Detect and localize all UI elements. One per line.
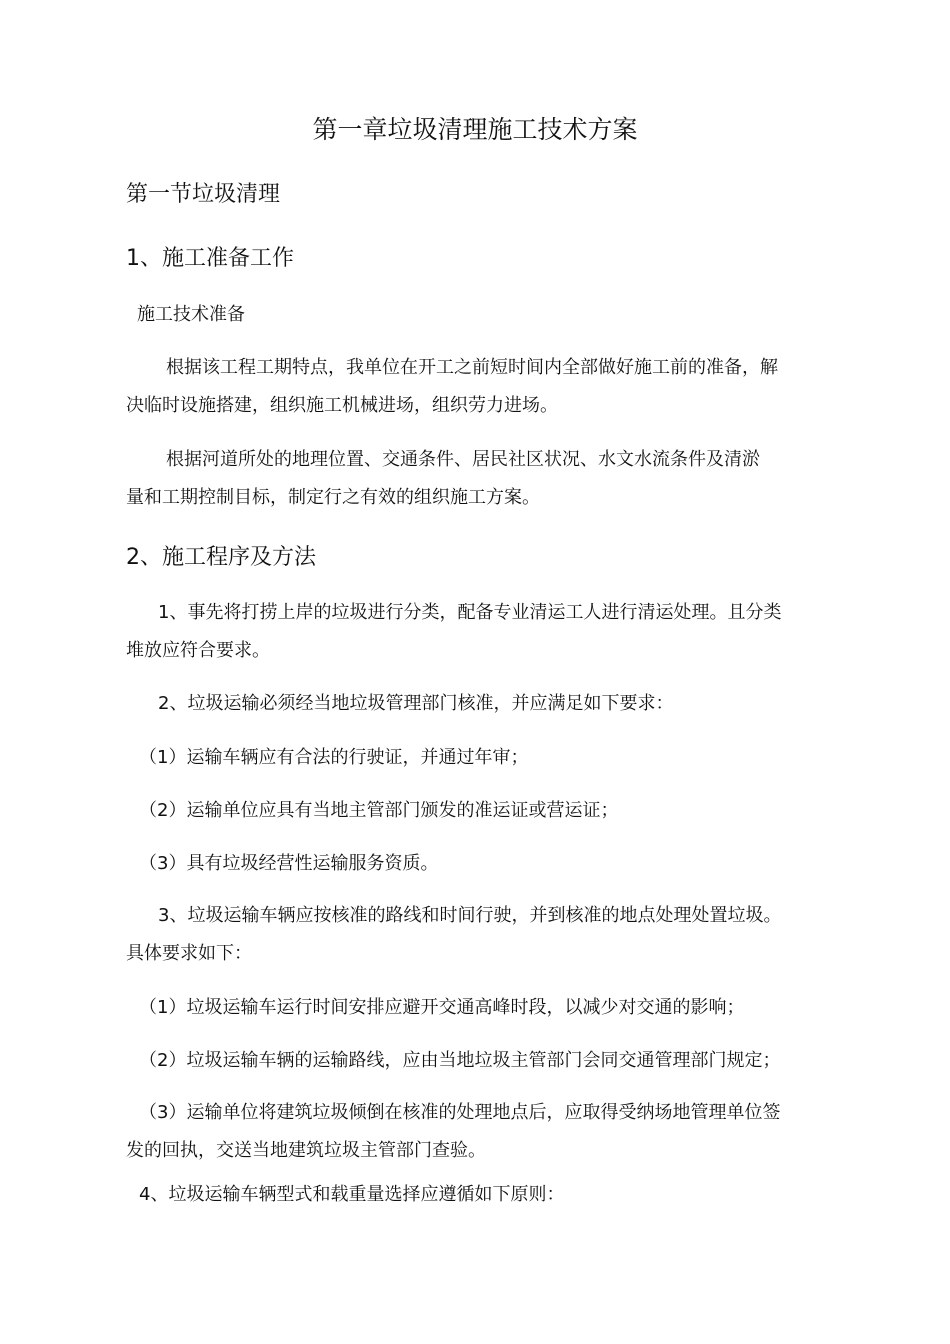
paragraph-2-line-1: 根据河道所处的地理位置、交通条件、居民社区状况、水文水流条件及清淤 [166, 449, 760, 470]
list-item-3-sub-2: （2）垃圾运输车辆的运输路线，应由当地垃圾主管部门会同交通管理部门规定； [139, 1050, 781, 1071]
list-item-3-sub-3-line-2: 发的回执，交送当地建筑垃圾主管部门查验。 [126, 1140, 486, 1161]
paragraph-1-line-1: 根据该工程工期特点，我单位在开工之前短时间内全部做好施工前的准备，解 [166, 357, 778, 378]
list-item-2-sub-3: （3）具有垃圾经营性运输服务资质。 [139, 853, 439, 874]
list-item-2: 2、垃圾运输必须经当地垃圾管理部门核准，并应满足如下要求： [158, 693, 674, 714]
list-item-3-sub-3-line-1: （3）运输单位将建筑垃圾倾倒在核准的处理地点后，应取得受纳场地管理单位签 [139, 1102, 781, 1123]
heading-construction-preparation: 1、施工准备工作 [126, 246, 294, 271]
list-item-2-sub-1: （1）运输车辆应有合法的行驶证，并通过年审； [139, 747, 529, 768]
list-item-2-sub-2: （2）运输单位应具有当地主管部门颁发的准运证或营运证； [139, 800, 619, 821]
subheading-technical-preparation: 施工技术准备 [137, 304, 245, 325]
list-item-1-line-2: 堆放应符合要求。 [126, 640, 270, 661]
document-title: 第一章垃圾清理施工技术方案 [312, 115, 638, 144]
section-heading: 第一节垃圾清理 [126, 182, 281, 207]
list-item-3-line-1: 3、垃圾运输车辆应按核准的路线和时间行驶，并到核准的地点处理处置垃圾。 [158, 905, 782, 926]
list-item-3-line-2: 具体要求如下： [126, 943, 252, 964]
list-item-1-line-1: 1、事先将打捞上岸的垃圾进行分类，配备专业清运工人进行清运处理。且分类 [158, 602, 782, 623]
heading-procedure-and-method: 2、施工程序及方法 [126, 545, 316, 570]
list-item-4: 4、垃圾运输车辆型式和载重量选择应遵循如下原则： [139, 1184, 565, 1205]
paragraph-1-line-2: 决临时设施搭建，组织施工机械进场，组织劳力进场。 [126, 395, 558, 416]
paragraph-2-line-2: 量和工期控制目标，制定行之有效的组织施工方案。 [126, 487, 540, 508]
list-item-3-sub-1: （1）垃圾运输车运行时间安排应避开交通高峰时段，以减少对交通的影响； [139, 997, 745, 1018]
